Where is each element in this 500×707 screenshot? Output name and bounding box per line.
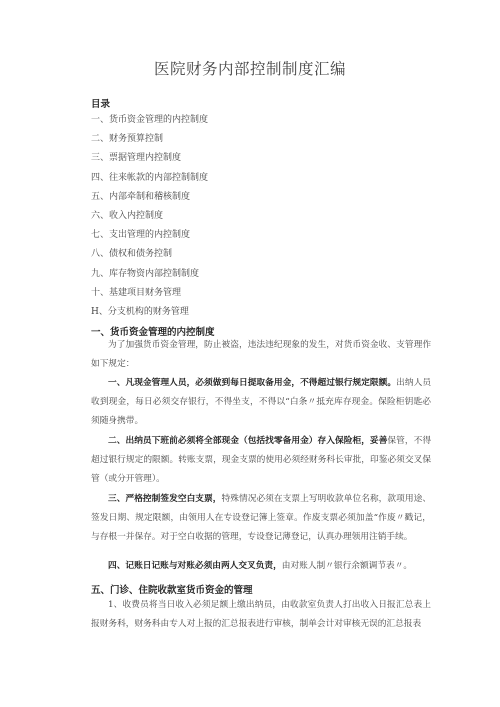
rule-2-paragraph <box>91 432 431 490</box>
toc-item: 六、收入内控制度 <box>91 210 164 221</box>
rule-2-lead: 二、出纳员下班前必须将全部现金（包括找零备用金）存入保险柜，妥善 <box>108 436 388 446</box>
intro-paragraph: 为了加强货币资金管理，防止被盗，违法违纪现象的发生，对货币资金收、支管理作如下规定： <box>91 340 431 370</box>
rule-4-paragraph <box>91 557 431 576</box>
toc-heading: 目录 <box>91 99 111 110</box>
rule-2-text: 保管，不得超过银行规定的限额。转账支票，现金支票的使用必须经财务科长审批，印鉴必须交叉保管（或分开管理）。 <box>91 436 432 485</box>
table-of-contents <box>91 111 208 322</box>
toc-item: 五、内部牵制和稽核制度 <box>91 191 191 202</box>
toc-item: 九、库存物资内部控制制度 <box>91 268 200 279</box>
rule-1-text: 出纳人员收到现金，每日必须交存银行，不得坐支，不得以“白条〃抵充库存现金。保险柜钥匙必须随身携带。 <box>91 378 432 427</box>
rule-3-lead: 三、严格控制签发空白支票， <box>108 494 222 504</box>
toc-item: 四、往来帐款的内部控制制度 <box>91 172 209 183</box>
toc-item: 一、货币资金管理的内控制度 <box>91 115 209 125</box>
toc-item: 十、基建项目财务管理 <box>91 287 182 298</box>
rule-3-paragraph <box>91 490 431 548</box>
rule-5-1-paragraph: 1、收费员将当日收入必须足额上缴出纳员，由收款室负责人打出收入日报汇总表上报财务科，财务科由专人对上报的汇总报表进行审核，制单会计对审核无误的汇总报表 <box>91 600 431 630</box>
section-heading: 一、货币资金管理的内控制度 <box>91 327 215 338</box>
document-title: 医院财务内部控制制度汇编 <box>153 60 346 78</box>
rule-1-paragraph <box>91 374 431 432</box>
toc-item: 二、财务预算控制 <box>91 134 164 145</box>
rule-4-text: 由对账人制〃银行余额调节表〃。 <box>281 561 413 571</box>
toc-item: 八、债权和债务控制 <box>91 249 173 260</box>
rule-3-text: 特殊情况必须在支票上写明收款单位名称，款项用途、签发日期、规定限额，由领用人在专设登记簿上签章。作废支票必须加盖“作废〃戳记，与存根一并保存。对于空白收据的管理，专设登记薄登记，认真办理领用注销手续。 <box>91 494 432 543</box>
toc-item: 七、支出管理的内控制度 <box>91 230 191 241</box>
section-heading: 五、门诊、住院收款室货币资金的管理 <box>91 585 253 596</box>
rule-1-lead: 一、凡现金管理人员，必须做到每日提取备用金，不得超过银行规定限额。 <box>108 378 397 388</box>
toc-item: H、分支机构的财务管理 <box>91 306 189 317</box>
toc-item: 三、票据管理内控制度 <box>91 153 182 164</box>
rule-4-lead: 四、记账日记账与对账必须由两人交叉负责， <box>108 561 282 571</box>
